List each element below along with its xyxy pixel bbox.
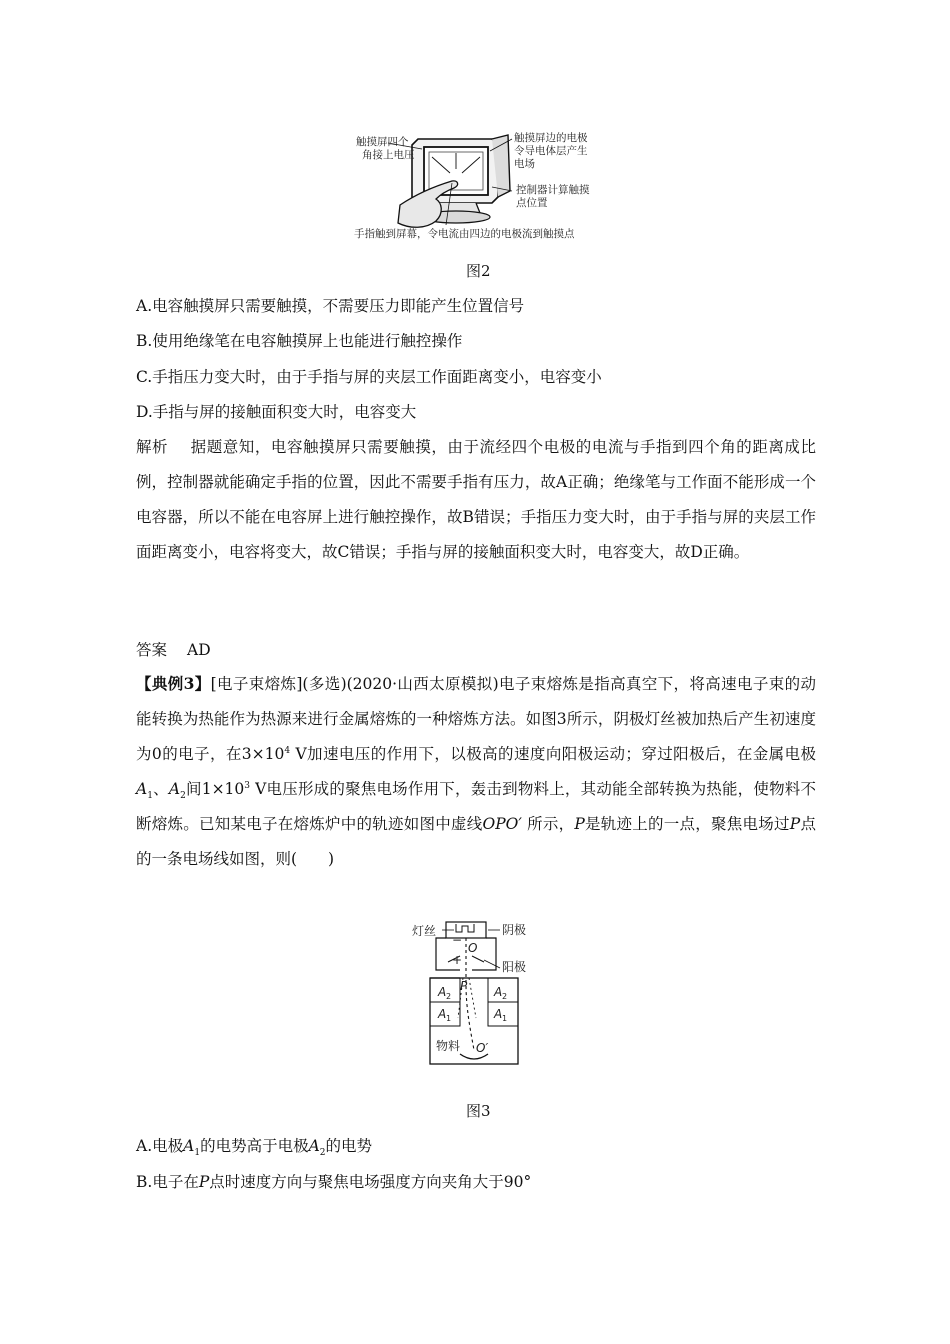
answer-value: AD (187, 641, 211, 659)
fig2-label-top-left-1: 触摸屏四个 (356, 136, 409, 148)
fig2-label-top-right-2: 令导电体层产生 (514, 145, 588, 157)
exponent-3: 3 (244, 780, 251, 791)
analysis-label: 解析 (136, 438, 169, 456)
point-p: P (574, 815, 585, 833)
exponent-4: 4 (284, 745, 291, 756)
example-3-source: (2020·山西太原模拟) (346, 675, 499, 693)
option-c: C.手指压力变大时，由于手指与屏的夹层工作面距离变小，电容变小 (136, 368, 602, 386)
example-3-text-2: V加速电压的作用下，以极高的速度向阳极运动；穿过阳极后，在金属电极 (290, 745, 816, 763)
analysis-text: 据题意知，电容触摸屏只需要触摸，由于流经四个电极的电流与手指到四个角的距离成比例，控制器就能确定手指的位置，因此不需要手指有压力，故A正确；绝缘笔与工作面不能形成一个电容器，所以不能在电容屏上进行触控操作，故B错误；手指压力变大时，由于手指与屏的夹层工作面距离变小，电容将变大，故C错误；手指与屏的接触面积变大时，电容变大，故D正确。 (136, 438, 816, 561)
fig2-label-top-right-1: 触摸屏边的电极 (514, 132, 588, 144)
option-3a-mid: 的电势高于电极 (200, 1137, 309, 1155)
answer-line (136, 640, 211, 660)
fig3-filament-label: 灯丝 (412, 924, 437, 938)
example-3-text-5: 所示， (521, 815, 575, 833)
option-3a-a2-sub: 2 (319, 1148, 326, 1159)
option-a: A.电容触摸屏只需要触摸，不需要压力即能产生位置信号 (136, 297, 525, 315)
fig3-a1-right: A (494, 1007, 503, 1021)
example-3-topic: [电子束熔炼] (210, 675, 303, 693)
electron-beam-diagram (410, 918, 540, 1070)
fig2-label-bottom: 手指触到屏幕，令电流由四边的电极流到触摸点 (354, 228, 575, 240)
example-3-text-3: 间1×10 (185, 780, 245, 798)
figure-2-caption: 图2 (466, 262, 491, 280)
figure-2 (340, 125, 620, 243)
answer-label: 答案 (136, 641, 168, 659)
electrode-a1: A (136, 780, 148, 798)
option-d: D.手指与屏的接触面积变大时，电容变大 (136, 403, 417, 421)
fig3-a2-left-sub: 2 (446, 992, 452, 1001)
fig3-plus-label: + (452, 953, 463, 967)
fig3-a1-left-sub: 1 (446, 1014, 452, 1023)
electrode-a2-sub: 2 (180, 791, 186, 802)
electrode-a1-sub: 1 (147, 791, 153, 802)
option-3b (136, 1172, 531, 1192)
example-3-qualifier: (多选) (302, 675, 347, 693)
fig3-o-label: O (468, 941, 478, 955)
fig3-a2-right: A (494, 985, 503, 999)
trajectory-opo: OPO′ (482, 815, 522, 833)
example-3-text-6: 是轨迹上的一点，聚焦电场过 (584, 815, 790, 833)
fig2-label-top-left-2: 角接上电压 (362, 149, 415, 161)
figure-3-caption: 图3 (466, 1102, 491, 1120)
option-3a-a1: A (183, 1137, 195, 1155)
separator: 、 (152, 780, 169, 798)
option-b: B.使用绝缘笔在电容触摸屏上也能进行触控操作 (136, 332, 463, 350)
figure-3 (410, 918, 540, 1070)
option-3a-a2: A (308, 1137, 320, 1155)
fig3-minus-label: − (452, 933, 463, 947)
fig3-a2-left: A (438, 985, 447, 999)
fig3-anode-label: 阳极 (502, 960, 527, 974)
touchscreen-diagram (340, 125, 620, 243)
fig2-label-right-2: 点位置 (516, 197, 548, 209)
fig3-cathode-label: 阴极 (502, 923, 527, 937)
analysis-paragraph (136, 430, 816, 570)
electrode-a2: A (168, 780, 181, 798)
option-3a (136, 1136, 373, 1159)
example-3-paragraph (136, 666, 816, 877)
fig3-a1-left: A (438, 1007, 447, 1021)
option-3a-pre: A.电极 (136, 1137, 184, 1155)
fig3-material-label: 物料 (436, 1039, 461, 1053)
fig3-o-prime-label: O′ (476, 1041, 489, 1055)
option-3b-post: 点时速度方向与聚焦电场强度方向夹角大于90° (209, 1173, 532, 1191)
option-3a-a1-sub: 1 (194, 1148, 201, 1159)
fig3-a1-right-sub: 1 (502, 1014, 508, 1023)
point-p-2: P (789, 815, 801, 833)
example-3-text-1: 电子束熔炼是指高真空下，将高速电子束的动能转换为热能作为热源来进行金属熔炼的一种熔炼方法。如图3所示，阴极灯丝被加热后产生初速度为0的电子，在3×10 (136, 675, 816, 763)
fig2-label-top-right-3: 电场 (514, 158, 535, 170)
example-3-text-7: 点的一条电场线如图，则( ) (136, 815, 816, 868)
option-3b-p: P (198, 1173, 210, 1191)
fig3-p-label: P (460, 979, 468, 993)
option-3b-pre: B.电子在 (136, 1173, 199, 1191)
option-3a-post: 的电势 (325, 1137, 373, 1155)
example-3-text-4: V电压形成的聚焦电场作用下，轰击到物料上，其动能全部转换为热能，使物料不断熔炼。已知某电子在熔炼炉中的轨迹如图中虚线 (136, 780, 816, 833)
fig3-a2-right-sub: 2 (502, 992, 508, 1001)
fig2-label-right-1: 控制器计算触摸 (516, 184, 590, 196)
example-3-tag: 【典例3】 (136, 674, 211, 693)
